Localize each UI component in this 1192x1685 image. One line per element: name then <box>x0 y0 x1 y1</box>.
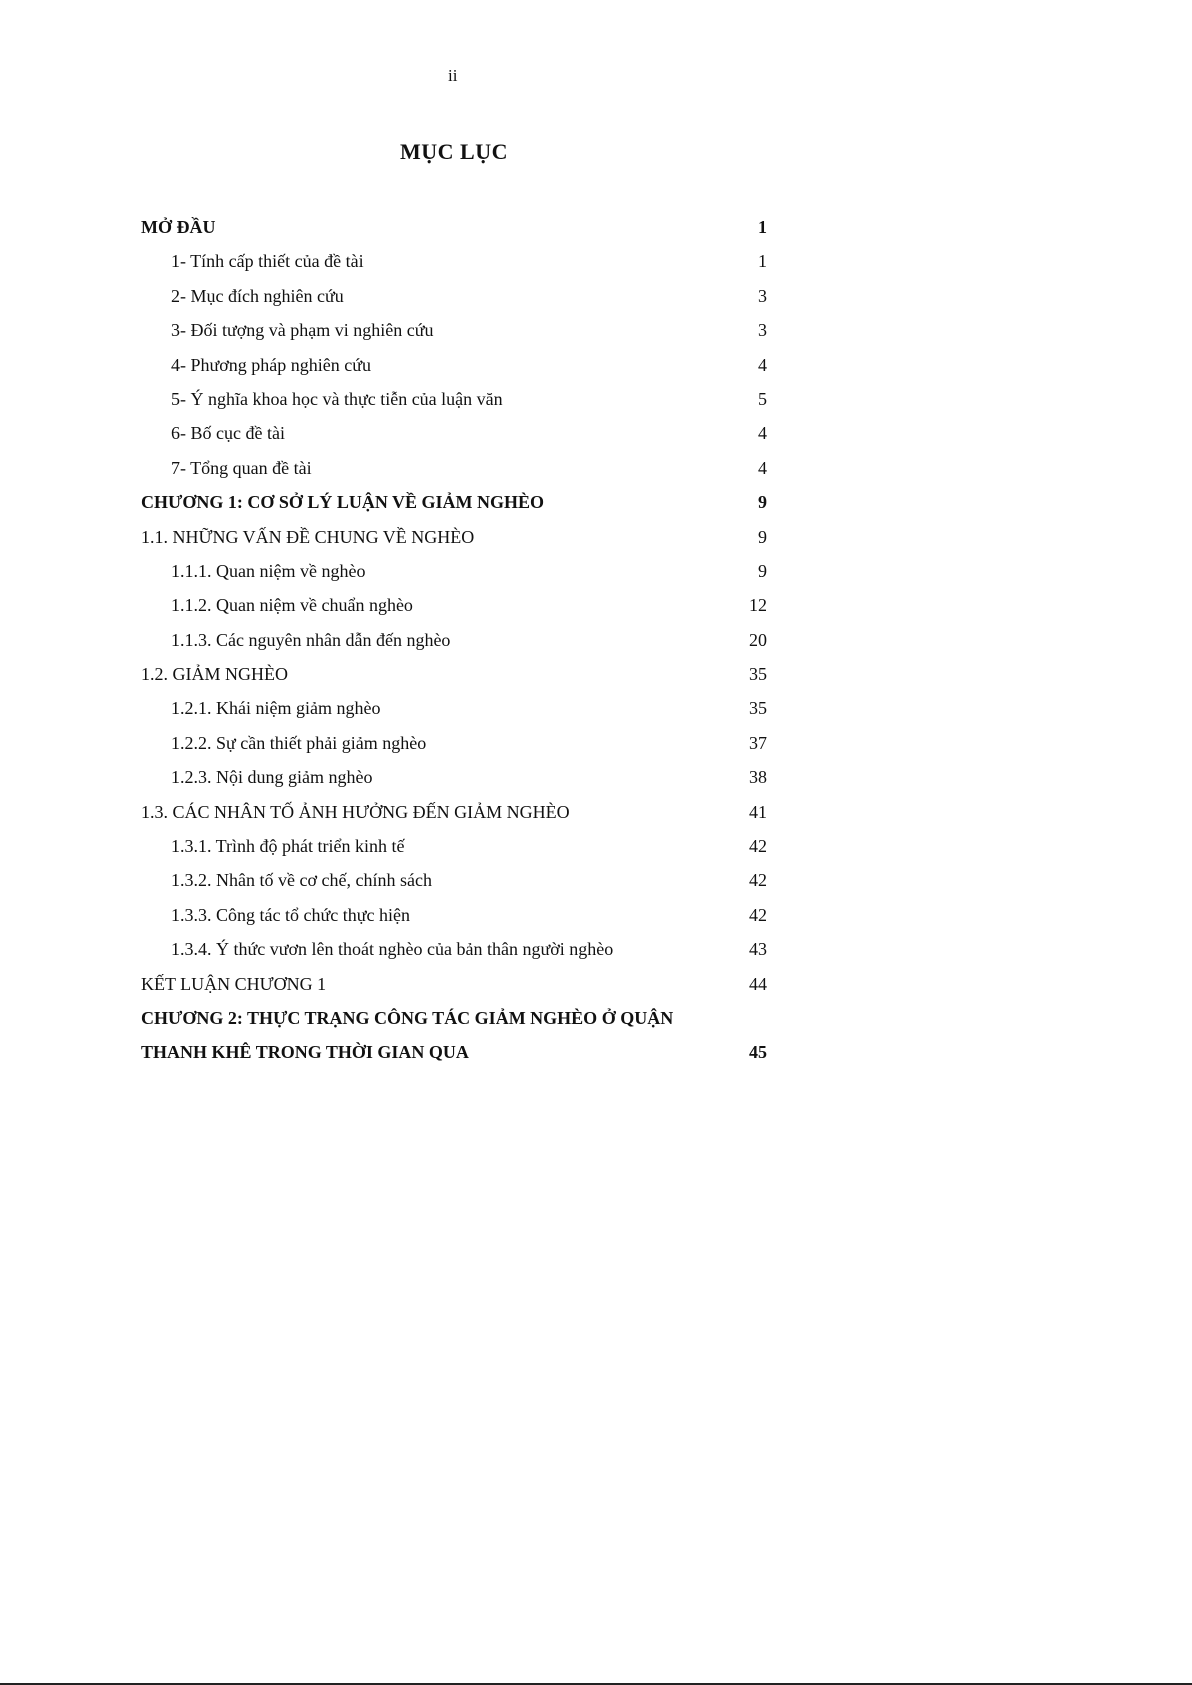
toc-entry[interactable] <box>141 486 767 520</box>
toc-entry-label: 1.3.2. Nhân tố về cơ chế, chính sách <box>171 870 432 891</box>
toc-entry-label: 1.3. CÁC NHÂN TỐ ẢNH HƯỞNG ĐẾN GIẢM NGHÈO <box>141 801 570 822</box>
toc-entry-page-number: 1 <box>758 251 767 272</box>
toc-entry-page-number: 9 <box>758 526 767 547</box>
toc-entry-label: 1.3.1. Trình độ phát triển kinh tế <box>171 836 405 857</box>
toc-entry[interactable] <box>141 245 767 279</box>
toc-entry-label: 1.1.3. Các nguyên nhân dẫn đến nghèo <box>171 629 451 650</box>
table-of-contents <box>141 211 767 1071</box>
toc-entry-page-number: 35 <box>749 664 767 685</box>
toc-entry-label: 1.3.3. Công tác tổ chức thực hiện <box>171 904 410 925</box>
toc-entry[interactable] <box>141 280 767 314</box>
toc-entry[interactable] <box>141 933 767 967</box>
toc-entry-label: 1.3.4. Ý thức vươn lên thoát nghèo của bản thân người nghèo <box>171 939 614 960</box>
toc-entry-page-number: 38 <box>749 767 767 788</box>
toc-entry[interactable] <box>141 761 767 795</box>
toc-entry-page-number: 20 <box>749 629 767 650</box>
toc-entry-label: 1.1.1. Quan niệm về nghèo <box>171 560 366 581</box>
toc-entry-label: 1.2. GIẢM NGHÈO <box>141 664 288 685</box>
page-title: MỤC LỤC <box>400 139 508 164</box>
toc-entry[interactable] <box>141 1002 767 1036</box>
toc-entry[interactable] <box>141 383 767 417</box>
toc-entry-page-number: 42 <box>749 870 767 891</box>
toc-entry[interactable] <box>141 211 767 245</box>
toc-entry-page-number: 12 <box>749 595 767 616</box>
toc-entry[interactable] <box>141 555 767 589</box>
toc-entry-label: 1.2.3. Nội dung giảm nghèo <box>171 767 373 788</box>
toc-entry-label: 1.2.2. Sự cần thiết phải giảm nghèo <box>171 732 427 753</box>
toc-entry-label: MỞ ĐẦU <box>141 217 216 237</box>
toc-entry-label: 4- Phương pháp nghiên cứu <box>171 354 372 375</box>
toc-entry[interactable] <box>141 796 767 830</box>
toc-entry-page-number: 3 <box>758 285 767 306</box>
toc-entry-label: 1- Tính cấp thiết của đề tài <box>171 251 364 272</box>
toc-entry-page-number: 44 <box>749 973 767 994</box>
toc-entry[interactable] <box>141 624 767 658</box>
toc-entry[interactable] <box>141 417 767 451</box>
toc-entry-page-number: 9 <box>758 560 767 581</box>
toc-entry-label: 5- Ý nghĩa khoa học và thực tiễn của luận văn <box>171 388 503 409</box>
toc-entry-label: 2- Mục đích nghiên cứu <box>171 285 344 306</box>
toc-entry[interactable] <box>141 864 767 898</box>
toc-entry-page-number: 9 <box>758 492 767 513</box>
toc-entry-page-number: 4 <box>758 423 767 444</box>
toc-entry-page-number: 35 <box>749 698 767 719</box>
toc-entry-page-number: 1 <box>758 217 767 237</box>
toc-entry[interactable] <box>141 314 767 348</box>
toc-entry-label: THANH KHÊ TRONG THỜI GIAN QUA <box>141 1042 469 1063</box>
toc-entry-label: CHƯƠNG 1: CƠ SỞ LÝ LUẬN VỀ GIẢM NGHÈO <box>141 492 545 513</box>
page-number: ii <box>448 66 458 85</box>
toc-entry-label: 1.1.2. Quan niệm về chuẩn nghèo <box>171 595 413 616</box>
toc-entry-page-number: 5 <box>758 388 767 409</box>
toc-entry[interactable] <box>141 727 767 761</box>
toc-entry[interactable] <box>141 692 767 726</box>
toc-entry[interactable] <box>141 899 767 933</box>
toc-entry[interactable] <box>141 521 767 555</box>
toc-entry[interactable] <box>141 589 767 623</box>
toc-entry-label: 7- Tổng quan đề tài <box>171 457 312 478</box>
toc-entry-page-number: 4 <box>758 457 767 478</box>
toc-entry-page-number: 4 <box>758 354 767 375</box>
toc-entry-label: 6- Bố cục đề tài <box>171 423 285 444</box>
toc-entry-page-number: 41 <box>749 801 767 822</box>
toc-entry[interactable] <box>141 349 767 383</box>
toc-entry-label: 3- Đối tượng và phạm vi nghiên cứu <box>171 320 434 341</box>
toc-entry[interactable] <box>141 830 767 864</box>
toc-entry-label: 1.1. NHỮNG VẤN ĐỀ CHUNG VỀ NGHÈO <box>141 526 475 547</box>
toc-entry-page-number: 42 <box>749 904 767 925</box>
toc-entry-page-number: 37 <box>749 732 767 753</box>
toc-entry[interactable] <box>141 1036 767 1070</box>
toc-entry-label: 1.2.1. Khái niệm giảm nghèo <box>171 698 381 719</box>
toc-entry-page-number: 42 <box>749 836 767 857</box>
toc-entry-page-number: 45 <box>749 1042 767 1063</box>
toc-entry[interactable] <box>141 658 767 692</box>
toc-entry-page-number: 3 <box>758 320 767 341</box>
toc-entry[interactable] <box>141 452 767 486</box>
toc-entry-page-number: 43 <box>749 939 767 960</box>
toc-entry-label: KẾT LUẬN CHƯƠNG 1 <box>141 973 327 994</box>
toc-entry[interactable] <box>141 968 767 1002</box>
toc-entry-label: CHƯƠNG 2: THỰC TRẠNG CÔNG TÁC GIẢM NGHÈO Ở QUẬN <box>141 1007 674 1028</box>
